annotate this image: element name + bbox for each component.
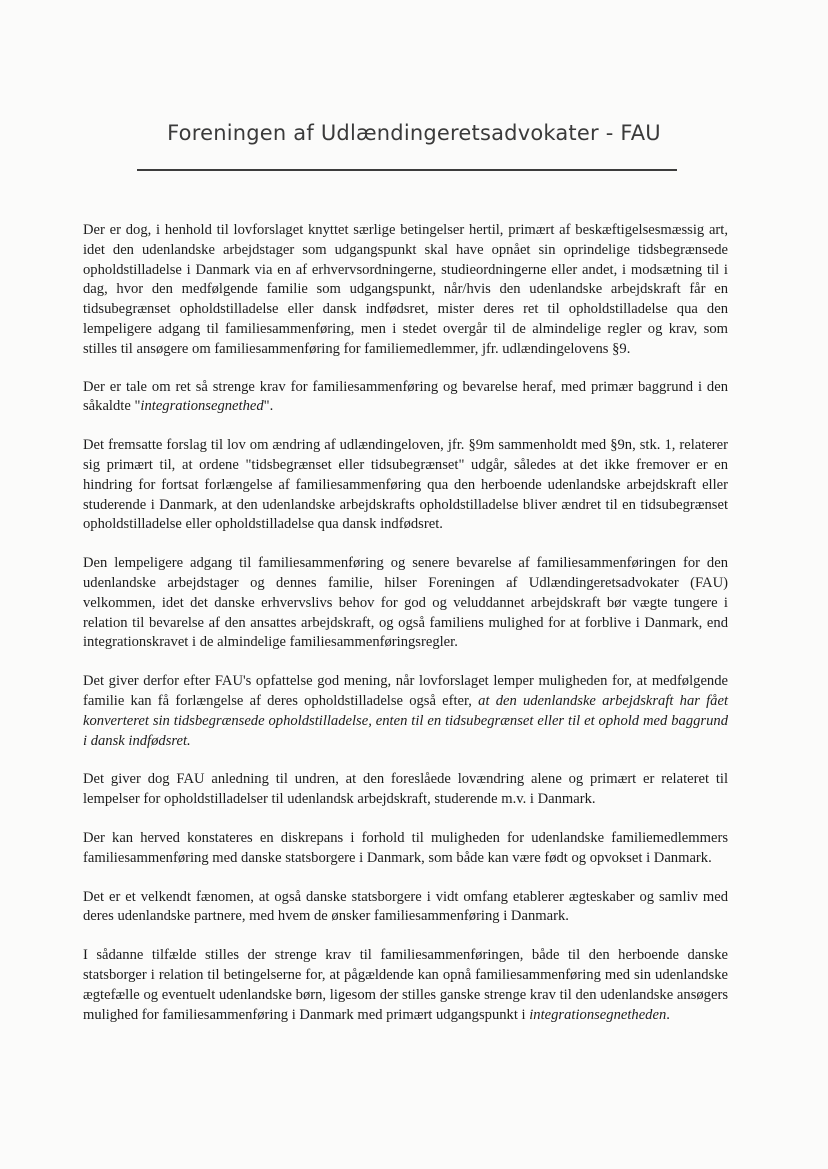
paragraph [83,672,728,751]
italic-text: integrationsegnetheden [529,1006,667,1023]
paragraph [83,888,728,928]
paragraph-text: ". [263,398,274,415]
paragraph [83,946,728,1025]
paragraph [83,554,728,653]
paragraph-text: Det giver dog FAU anledning til undren, at den foreslåede lovændring alene og primært er relateret til lempelser for opholdstilladelser til udenlandsk arbejdskraft, studerende m.v. i Danmark. [83,771,728,808]
paragraph-text: Der er tale om ret så strenge krav for familiesammenføring og bevarelse heraf, med primær baggrund i den såkaldte " [83,378,728,415]
paragraph-text: Den lempeligere adgang til familiesammenføring og senere bevarelse af familiesammenføringen for den udenlandske arbejdstager og dennes familie, hilser Foreningen af Udlændingeretsadvokater (FAU) velkommen, idet det danske erhvervslivs behov for god og veluddannet arbejdskraft bør vægte tungere i relation til bevarelse af den ansattes arbejdskraft, og også familiens mulighed for at forblive i Danmark, end integrationskravet i de almindelige familiesammenføringsregler. [83,555,728,651]
letterhead-title: Foreningen af Udlændingeretsadvokater - FAU [167,121,661,145]
paragraph-text: Det fremsatte forslag til lov om ændring af udlændingeloven, jfr. §9m sammenholdt med §9n, stk. 1, relaterer sig primært til, at ordene "tidsbegrænset eller tidsubegrænset" udgår, således at det ikke fremover er en hindring for fortsat forlængelse af familiesammenføring qua den herboende udenlandske arbejdskraft eller studerende i Danmark, at den udenlandske arbejdskrafts opholdstilladelse bliver ændret til en tidsubegrænset opholdstilladelse eller opholdstilladelse qua dansk indfødsret. [83,437,728,533]
italic-text: integrationsegnethed [140,398,264,415]
paragraph-text: . [666,1006,670,1023]
italic-text: at den udenlandske arbejdskraft har fået konverteret sin tidsbegrænsede opholdstilladelse, enten til en tidsubegrænset eller til et ophold med baggrund i dansk indfødsret. [83,692,728,749]
paragraph [83,770,728,810]
paragraph-text: Det giver derfor efter FAU's opfattelse god mening, når lovforslaget lemper muligheden for, at medfølgende familie kan få forlængelse af deres opholdstilladelse også efter, [83,673,728,709]
paragraph [83,378,728,418]
header-divider [137,169,677,171]
paragraph [83,829,728,869]
paragraph-text: Det er et velkendt fænomen, at også danske statsborgere i vidt omfang etablerer ægteskaber og samliv med deres udenlandske partnere, med hvem de ønsker familiesammenføring i Danmark. [83,888,728,925]
paragraph-text: Der kan herved konstateres en diskrepans i forhold til muligheden for udenlandske familiemedlemmers familiesammenføring med danske statsborgere i Danmark, som både kan være født og opvokset i Danmark. [83,829,728,866]
paragraph [83,436,728,535]
paragraph [83,221,728,360]
document-body [83,221,728,1044]
paragraph-text: I sådanne tilfælde stilles der strenge krav til familiesammenføringen, både til den herboende danske statsborger i relation til betingelserne for, at pågældende kan opnå familiesammenføring med sin udenlandske ægtefælle og eventuelt udenlandske børn, ligesom der stilles ganske strenge krav til den udenlandske ansøgers mulighed for familiesammenføring i Danmark med primært udgangspunkt i [83,947,728,1023]
paragraph-text: Der er dog, i henhold til lovforslaget knyttet særlige betingelser hertil, primært af beskæftigelsesmæssig art, idet den udenlandske arbejdstager som udgangspunkt skal have opnået sin oprindelige tidsbegrænsede opholdstilladelse i Danmark via en af erhvervsordningerne, studieordningerne eller andet, i modsætning til i dag, hvor den medfølgende familie som udgangspunkt, når/hvis den udenlandske arbejdskraft får en tidsubegrænset opholdstilladelse eller dansk indfødsret, mister deres ret til opholdstilladelse qua den lempeligere adgang til familiesammenføring, men i stedet overgår til de almindelige regler og krav, som stilles til ansøgere om familiesammenføring for familiemedlemmer, jfr. udlændingelovens §9. [83,222,728,357]
